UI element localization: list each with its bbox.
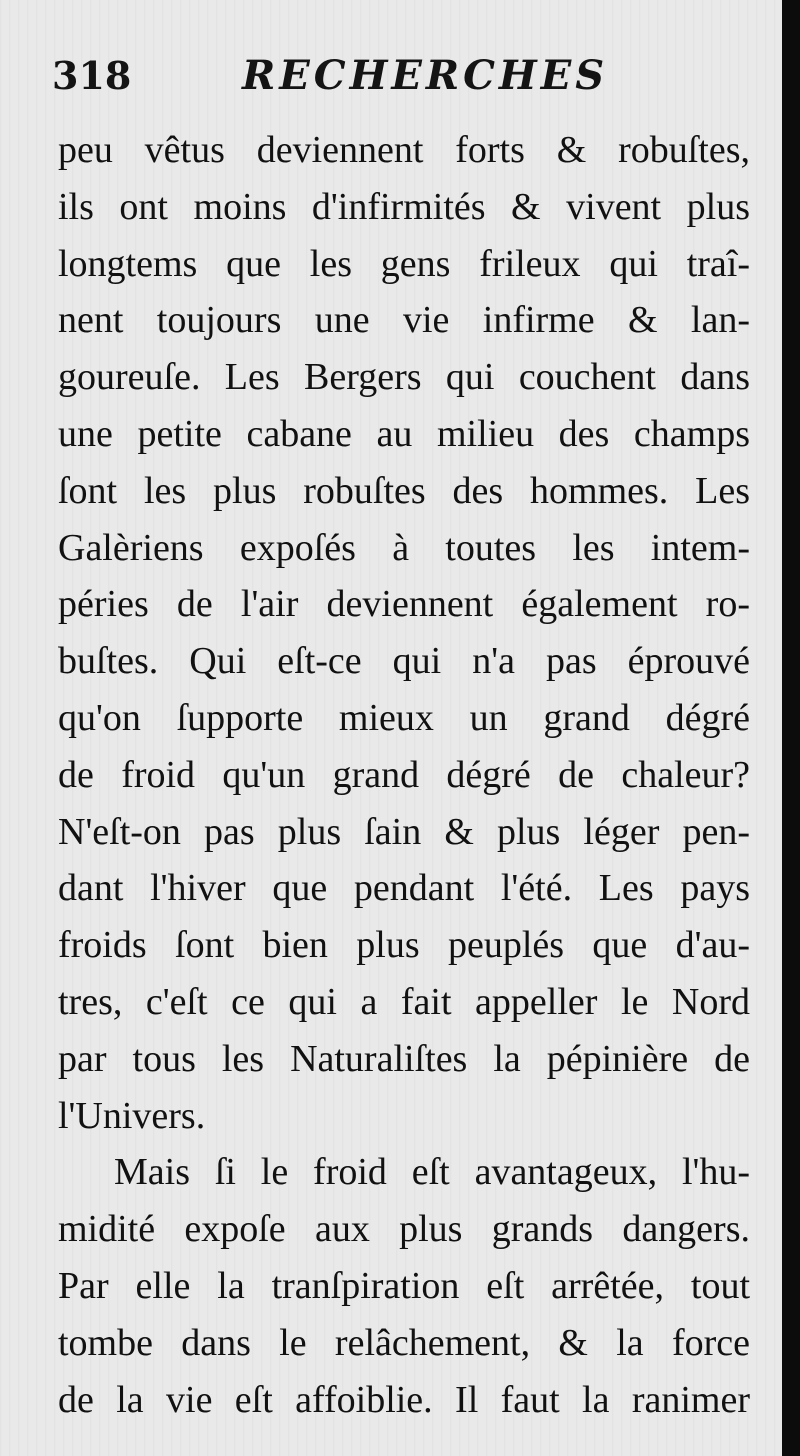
text-line: froids ſont bien plus peuplés que d'au- (58, 924, 750, 967)
text-line: buſtes. Qui eſt-ce qui n'a pas éprouvé (58, 640, 750, 683)
text-line: l'Univers. (58, 1094, 206, 1137)
text-line: tombe dans le relâchement, & la force (58, 1321, 750, 1364)
running-head: RECHERCHES (242, 52, 609, 99)
text-line: midité expoſe aux plus grands dangers. (58, 1208, 750, 1251)
text-line: une petite cabane au milieu des champs (58, 412, 750, 455)
page-edge-shadow (782, 0, 800, 1456)
text-line: Galèriens expoſés à toutes les intem- (58, 526, 750, 569)
text-line: goureuſe. Les Bergers qui couchent dans (58, 356, 750, 399)
page-number: 318 (52, 53, 132, 98)
text-line: dant l'hiver que pendant l'été. Les pays (58, 867, 750, 910)
paragraph-1 (58, 122, 750, 1144)
paragraph-2 (58, 1144, 750, 1428)
text-line: longtems que les gens frileux qui traî- (58, 242, 750, 285)
text-line: qu'on ſupporte mieux un grand dégré (58, 696, 750, 739)
text-line: peu vêtus deviennent forts & robuſtes, (58, 129, 750, 171)
body-text (58, 122, 750, 1428)
text-line: nent toujours une vie infirme & lan- (58, 299, 750, 342)
text-line: péries de l'air deviennent également ro- (58, 583, 750, 626)
text-line: par tous les Naturaliſtes la pépinière de (58, 1037, 750, 1080)
text-line: Mais ſi le froid eſt avantageux, l'hu- (114, 1151, 750, 1194)
text-line: tres, c'eſt ce qui a fait appeller le Nord (58, 980, 750, 1023)
text-line: N'eſt-on pas plus ſain & plus léger pen- (58, 810, 750, 853)
text-line: de la vie eſt affoiblie. Il faut la ranimer (58, 1378, 750, 1421)
text-line: de froid qu'un grand dégré de chaleur? (58, 753, 750, 796)
text-line: Par elle la tranſpiration eſt arrêtée, tout (58, 1264, 750, 1307)
page-header (52, 44, 752, 108)
text-line: ſont les plus robuſtes des hommes. Les (58, 469, 750, 512)
text-line: ils ont moins d'infirmités & vivent plus (58, 185, 750, 228)
